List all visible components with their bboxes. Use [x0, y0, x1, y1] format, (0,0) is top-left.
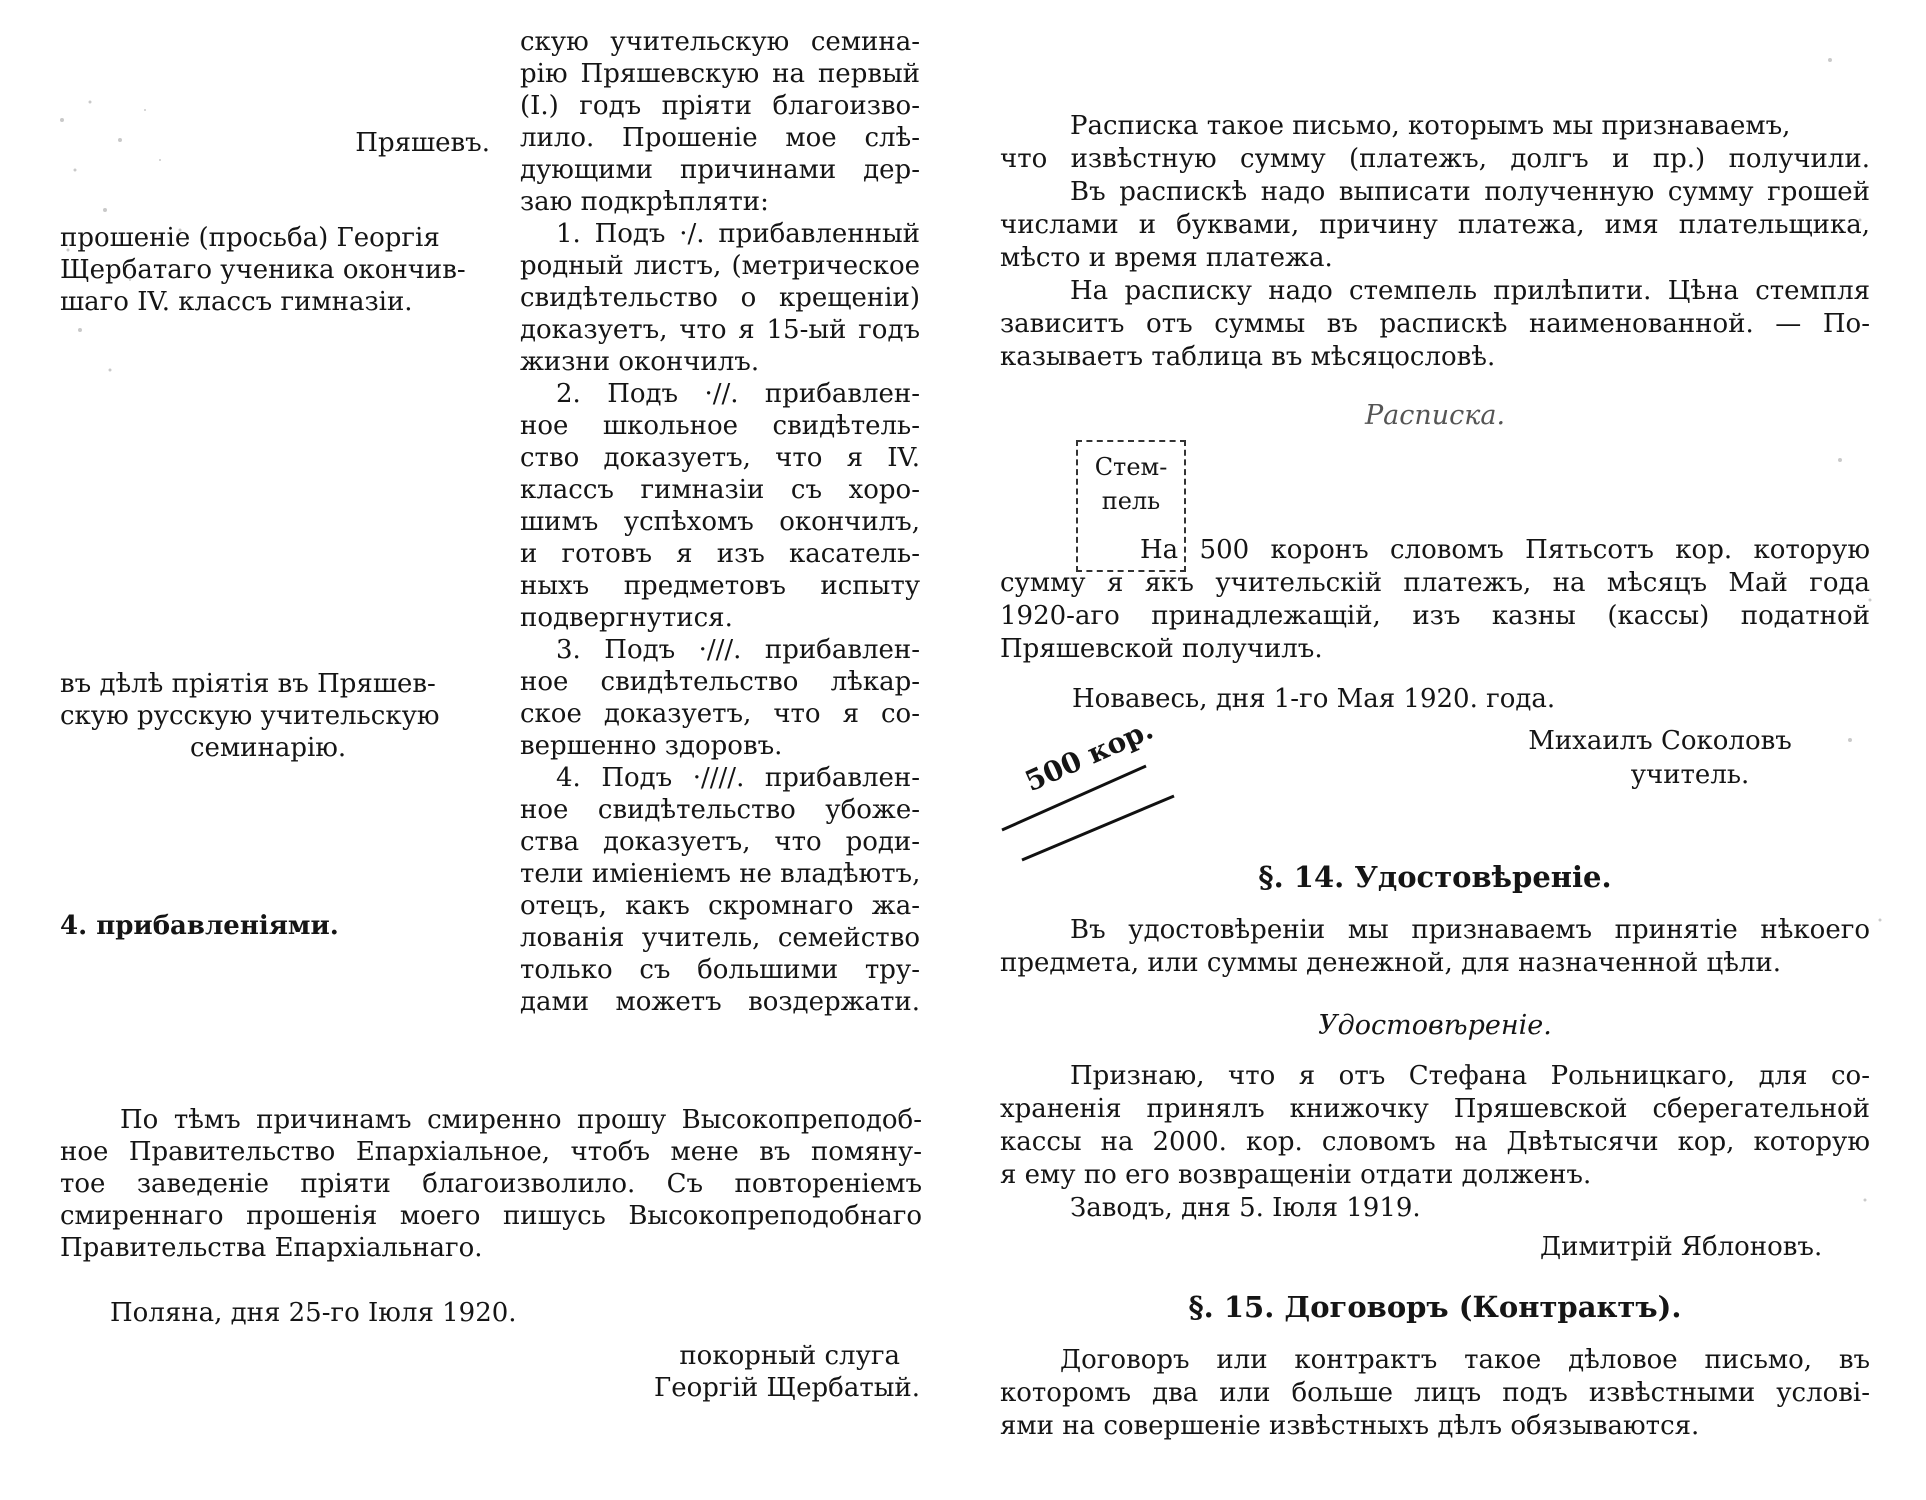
signature-line: покорный слуга	[679, 1341, 900, 1371]
closing-line: ное Правительство Епархіальное, чтобъ мене въ помяну-	[60, 1137, 922, 1167]
scan-noise	[1820, 40, 1900, 1240]
intro-line: зависитъ отъ суммы въ распискѣ наименованной. — По-	[1000, 309, 1870, 339]
signature-line: Георгій Щербатый.	[654, 1373, 920, 1403]
scan-noise-graphic	[1820, 40, 1900, 1240]
petition-matter	[60, 668, 470, 764]
body-line: 1. Подъ ·/. прибавленный	[556, 219, 920, 249]
body-line: скую учительскую семина-	[520, 27, 920, 57]
attachments-note: 4. прибавленіями.	[60, 911, 339, 941]
body-line: заю подкрѣпляти:	[520, 187, 769, 217]
intro-line: На расписку надо стемпель прилѣпити. Цѣна стемпля	[1070, 276, 1870, 306]
body-line: лованія учитель, семейство	[520, 923, 920, 953]
body-line: классъ гимназіи съ хоро-	[520, 475, 920, 505]
subject-line: Щербатаго ученика окончив-	[60, 255, 466, 285]
section-15-heading: §. 15. Договоръ (Контрактъ).	[1188, 1290, 1682, 1324]
body-line: ное свидѣтельство убоже-	[520, 795, 920, 825]
body-line: лило. Прошеніе мое слѣ-	[520, 123, 920, 153]
intro-line: числами и буквами, причину платежа, имя плательщика,	[1000, 210, 1870, 240]
body-line: 2. Подъ ·//. прибавлен-	[556, 379, 920, 409]
petition-place-date: Поляна, дня 25-го Іюля 1920.	[110, 1298, 517, 1328]
body-line: отецъ, какъ скромнаго жа-	[520, 891, 920, 921]
body-line: тели иміеніемъ не владѣютъ,	[520, 859, 921, 889]
body-line: ское доказуетъ, что я со-	[520, 699, 920, 729]
body-line: ство доказуетъ, что я IV.	[520, 443, 920, 473]
section-15-line: Договоръ или контрактъ такое дѣловое письмо, въ	[1060, 1345, 1870, 1375]
receipt-line: 1920-аго принадлежащій, изъ казны (кассы) податной	[1000, 601, 1870, 631]
receipt-body	[1000, 534, 1870, 666]
section-14-line: предмета, или суммы денежной, для назначенной цѣли.	[1000, 948, 1781, 978]
matter-line: семинарію.	[190, 733, 347, 763]
certificate-title: Удостовѣреніе.	[1318, 1010, 1552, 1041]
certificate-body	[1000, 1060, 1870, 1225]
closing-line: По тѣмъ причинамъ смиренно прошу Высокопреподоб-	[120, 1105, 922, 1135]
intro-line: Въ распискѣ надо выписати полученную сумму грошей	[1070, 177, 1870, 207]
closing-line: тое заведеніе пріяти благоизволило. Съ повтореніемъ	[60, 1169, 922, 1199]
section-14-body	[1000, 914, 1870, 980]
receipt-line: Пряшевской получилъ.	[1000, 634, 1323, 664]
section-15-line: ями на совершеніе извѣстныхъ дѣлъ обязываются.	[1000, 1411, 1700, 1441]
stamp-label-line: Стем-	[1094, 453, 1168, 481]
certificate-line: кассы на 2000. кор. словомъ на Двѣтысячи кор, которую	[1000, 1127, 1870, 1157]
body-line: подвергнутися.	[520, 603, 733, 633]
body-line: и готовъ я изъ касатель-	[520, 539, 920, 569]
petition-body	[520, 26, 920, 1018]
certificate-line: Заводъ, дня 5. Іюля 1919.	[1070, 1193, 1421, 1223]
section-15-line: которомъ два или больше лицъ подъ извѣстными услові-	[1000, 1378, 1870, 1408]
receipt-intro	[1000, 110, 1870, 374]
receipt-signature-line: учитель.	[1630, 760, 1750, 790]
stamp-label-line: пель	[1101, 487, 1161, 515]
matter-line: въ дѣлѣ пріятія въ Пряшев-	[60, 669, 436, 699]
petition-closing	[60, 1104, 922, 1264]
body-line: доказуетъ, что я 15-ый годъ	[520, 315, 920, 345]
certificate-line: храненія принялъ книжочку Пряшевской сберегательной	[1000, 1094, 1870, 1124]
intro-line: Расписка такое письмо, которымъ мы признаваемъ,	[1070, 111, 1791, 141]
body-line: жизни окончилъ.	[520, 347, 760, 377]
body-line: рію Пряшевскую на первый	[520, 59, 920, 89]
intro-line: что извѣстную сумму (платежъ, долгъ и пр.) получили.	[1000, 144, 1870, 174]
closing-line: смиреннаго прошенія моего пишусь Высокопреподобнаго	[60, 1201, 922, 1231]
body-line: 3. Подъ ·///. прибавлен-	[556, 635, 920, 665]
receipt-line: На 500 коронъ словомъ Пятьсотъ кор. которую	[1140, 535, 1870, 565]
body-line: ства доказуетъ, что роди-	[520, 827, 920, 857]
body-line: дующими причинами дер-	[520, 155, 920, 185]
petition-signature	[600, 1340, 920, 1404]
receipt-title: Расписка.	[1364, 400, 1506, 431]
body-line: вершенно здоровъ.	[520, 731, 783, 761]
receipt-signature	[1450, 724, 1870, 792]
subject-line: прошеніе (просьба) Георгія	[60, 223, 440, 253]
scan-noise-graphic	[50, 90, 210, 410]
letter-place-heading: Пряшевъ.	[355, 128, 490, 158]
intro-line: мѣсто и время платежа.	[1000, 243, 1333, 273]
body-line: дами можетъ воздержати.	[520, 987, 920, 1017]
body-line: ное свидѣтельство лѣкар-	[520, 667, 920, 697]
body-line: 4. Подъ ·////. прибавлен-	[556, 763, 920, 793]
body-line: только съ большими тру-	[520, 955, 920, 985]
certificate-line: Признаю, что я отъ Стефана Рольницкаго, для со-	[1070, 1061, 1870, 1091]
scan-noise	[50, 90, 210, 410]
certificate-signature: Димитрій Яблоновъ.	[1540, 1232, 1823, 1262]
receipt-place-date: Новавесь, дня 1-го Мая 1920. года.	[1072, 684, 1556, 714]
receipt-line: сумму я якъ учительскій платежъ, на мѣсяцъ Май года	[1000, 568, 1870, 598]
body-line: родный листъ, (метрическое	[520, 251, 920, 281]
subject-line: шаго IV. классъ гимназіи.	[60, 287, 413, 317]
body-line: (I.) годъ пріяти благоизво-	[520, 91, 920, 121]
intro-line: казываетъ таблица въ мѣсяцословѣ.	[1000, 342, 1496, 372]
body-line: ныхъ предметовъ испыту	[520, 571, 920, 601]
section-14-heading: §. 14. Удостовѣреніе.	[1258, 860, 1612, 894]
body-line: свидѣтельство о крещеніи)	[520, 283, 920, 313]
section-14-line: Въ удостовѣреніи мы признаваемъ принятіе нѣкоего	[1070, 915, 1870, 945]
stamp-amount-text: 500 кор.	[1020, 712, 1159, 799]
matter-line: скую русскую учительскую	[60, 701, 440, 731]
section-15-body	[1000, 1344, 1870, 1443]
receipt-signature-line: Михаилъ Соколовъ	[1528, 726, 1792, 756]
body-line: шимъ успѣхомъ окончилъ,	[520, 507, 920, 537]
certificate-line: я ему по его возвращеніи отдати долженъ.	[1000, 1160, 1592, 1190]
body-line: ное школьное свидѣтель-	[520, 411, 920, 441]
closing-line: Правительства Епархіальнаго.	[60, 1233, 483, 1263]
